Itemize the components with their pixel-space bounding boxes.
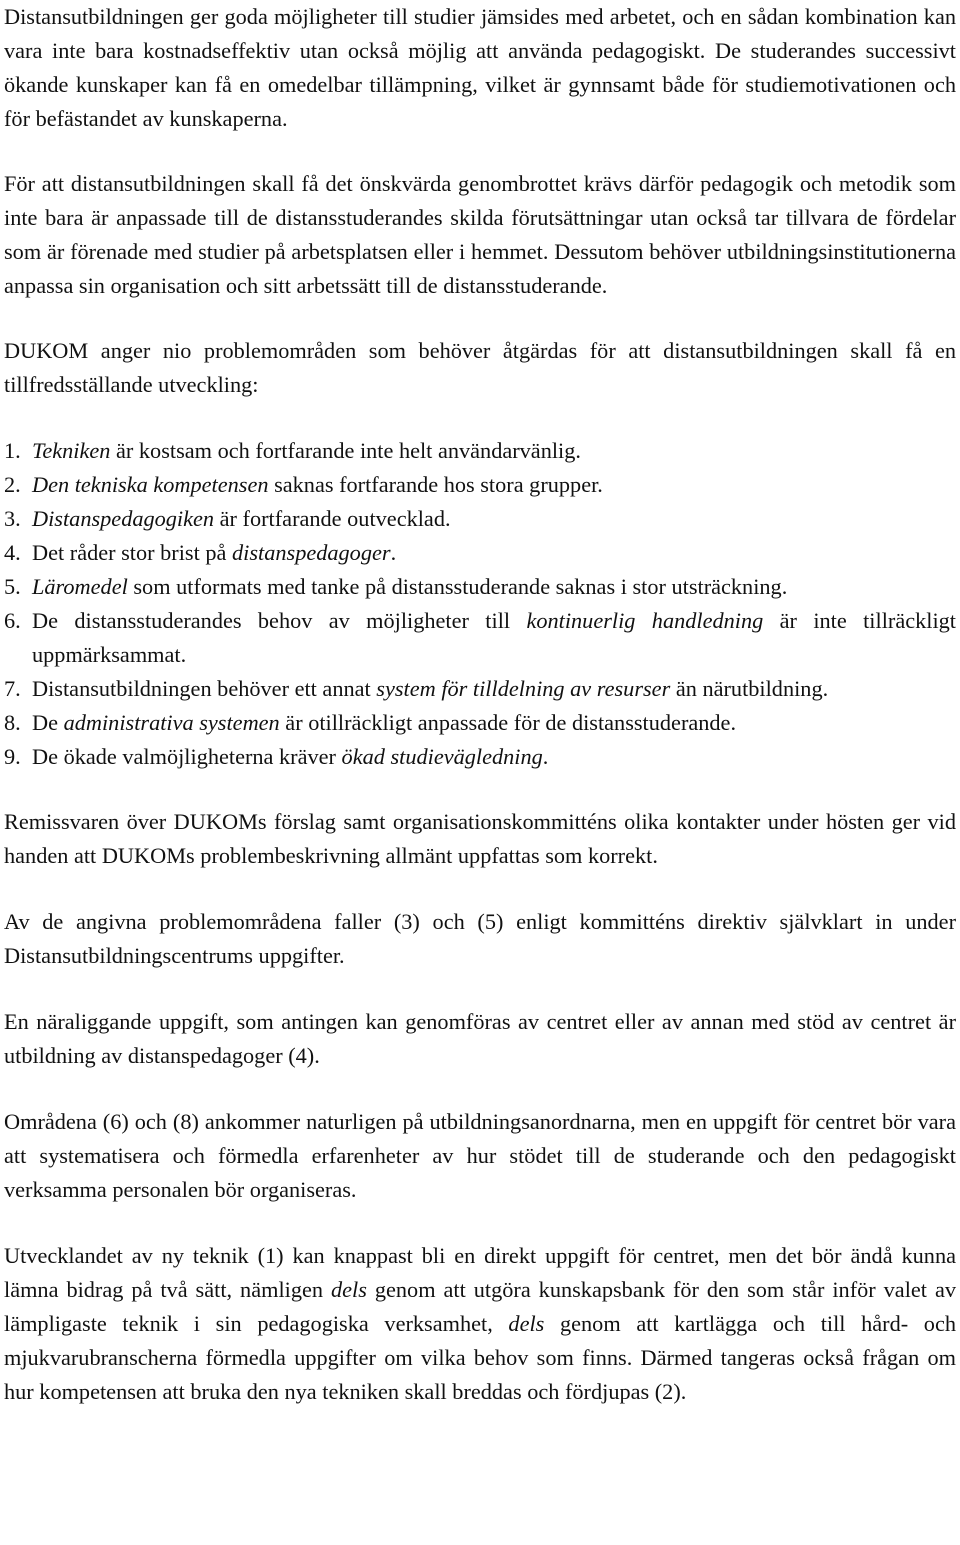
paragraph-direktiv: Av de angivna problemområdena faller (3) och (5) enligt kommitténs direktiv självklart in under Distansutbildningscentrums uppgifter.: [4, 909, 956, 968]
problem-item: [4, 502, 956, 536]
paragraph-pedagogy: För att distansutbildningen skall få det önskvärda genombrottet krävs därför pedagogik och metodik som inte bara är anpassade till de distansstuderandes skilda förutsättningar utan också tar tillvara de fördelar som är förenade med studier på arbetsplatsen eller i hemmet. Dessutom behöver utbildningsinstitutionerna anpassa sin organisation och sitt arbetssätt till de distansstuderande.: [4, 171, 956, 298]
paragraph-omradena: Områdena (6) och (8) ankommer naturligen på utbildningsanordnarna, men en uppgift för centret bör vara att systematisera och förmedla erfarenheter av hur stödet till de studerande och den pedagogiskt verksamma personalen bör organiseras.: [4, 1109, 956, 1202]
problem-text-post: än närutbildning.: [670, 676, 829, 701]
problem-text: [32, 536, 956, 570]
problem-item: [4, 672, 956, 706]
problem-emphasis: system för tilldelning av resurser: [376, 676, 671, 701]
problem-text-post: är kostsam och fortfarande inte helt användarvänlig.: [110, 438, 581, 463]
problem-number: 8.: [4, 710, 21, 735]
problem-text-post: som utformats med tanke på distansstuderande saknas i stor utsträckning.: [127, 574, 788, 599]
paragraph-teknik-emphasis: dels: [330, 1277, 367, 1302]
problem-emphasis: administrativa systemen: [63, 710, 280, 735]
problem-number: 4.: [4, 540, 21, 565]
problem-emphasis: Läromedel: [32, 574, 128, 599]
problem-emphasis: Distanspedagogiken: [32, 506, 215, 531]
problem-text-pre: Distansutbildningen behöver ett annat: [32, 676, 377, 701]
problem-item: [4, 434, 956, 468]
problem-item: [4, 740, 956, 774]
problem-text-post: saknas fortfarande hos stora grupper.: [268, 472, 603, 497]
problem-number: 9.: [4, 744, 21, 769]
problem-number: 5.: [4, 574, 21, 599]
problem-text-post: .: [542, 744, 549, 769]
problem-emphasis: kontinuerlig handledning: [526, 608, 764, 633]
problem-item: [4, 706, 956, 740]
paragraph-teknik-part: Utvecklandet av ny teknik (1) kan knappast bli en direkt uppgift för centret, men det bör ändå kunna lämna bidrag på två sätt, nämligen: [4, 1243, 956, 1302]
paragraph-remiss: Remissvaren över DUKOMs förslag samt organisationskommitténs olika kontakter under hösten ger vid handen att DUKOMs problembeskrivning allmänt uppfattas som korrekt.: [4, 809, 956, 868]
problem-text-post: är otillräckligt anpassade för de distansstuderande.: [279, 710, 737, 735]
problem-text-post: är fortfarande outvecklad.: [214, 506, 451, 531]
problem-emphasis: Tekniken: [32, 438, 111, 463]
problem-text: [32, 434, 956, 468]
problem-text: [32, 468, 956, 502]
problem-list: [4, 434, 956, 774]
paragraph-intro: Distansutbildningen ger goda möjligheter till studier jämsides med arbetet, och en sådan kombination kan vara inte bara kostnadseffektiv utan också möjlig att använda pedagogiskt. De studerandes successivt ökande kunskaper kan få en omedelbar tillämpning, vilket är gynnsamt både för studiemotivationen och för befästandet av kunskaperna.: [4, 4, 956, 131]
paragraph-dukom: DUKOM anger nio problemområden som behöver åtgärdas för att distansutbildningen skall få en tillfredsställande utveckling:: [4, 338, 956, 397]
problem-text: [32, 502, 956, 536]
problem-emphasis: Den tekniska kompetensen: [32, 472, 269, 497]
problem-text-post: .: [390, 540, 397, 565]
problem-text: [32, 672, 956, 706]
problem-text: [32, 570, 956, 604]
problem-text-pre: De distansstuderandes behov av möjligheter till: [32, 608, 527, 633]
paragraph-teknik-part: genom att utgöra kunskapsbank för den som står inför valet av lämpligaste teknik i sin pedagogiska verksamhet,: [4, 1277, 956, 1336]
paragraph-teknik: [4, 1239, 956, 1409]
paragraph-teknik-part: genom att kartlägga och till hård- och mjukvarubranscherna förmedla uppgifter om vilka behov som finns. Därmed tangeras också frågan om hur kompetensen att bruka den nya tekniken skall breddas och fördjupas (2).: [4, 1311, 956, 1404]
paragraph-teknik-emphasis: dels: [508, 1311, 545, 1336]
problem-text: [32, 740, 956, 774]
problem-emphasis: ökad studievägledning: [341, 744, 543, 769]
problem-text-pre: De ökade valmöjligheterna kräver: [32, 744, 342, 769]
problem-number: 6.: [4, 608, 21, 633]
problem-item: [4, 604, 956, 672]
problem-item: [4, 468, 956, 502]
problem-number: 2.: [4, 472, 21, 497]
problem-text-pre: De: [32, 710, 64, 735]
problem-text: [32, 604, 956, 672]
problem-text-pre: Det råder stor brist på: [32, 540, 232, 565]
problem-item: [4, 570, 956, 604]
problem-text: [32, 706, 956, 740]
problem-item: [4, 536, 956, 570]
problem-text-post: är inte tillräckligt uppmärksammat.: [32, 608, 956, 667]
problem-emphasis: distanspedagoger: [232, 540, 391, 565]
paragraph-naraliggande: En näraliggande uppgift, som antingen kan genomföras av centret eller av annan med stöd av centret är utbildning av distanspedagoger (4).: [4, 1009, 956, 1068]
problem-number: 7.: [4, 676, 21, 701]
problem-number: 3.: [4, 506, 21, 531]
problem-number: 1.: [4, 438, 21, 463]
